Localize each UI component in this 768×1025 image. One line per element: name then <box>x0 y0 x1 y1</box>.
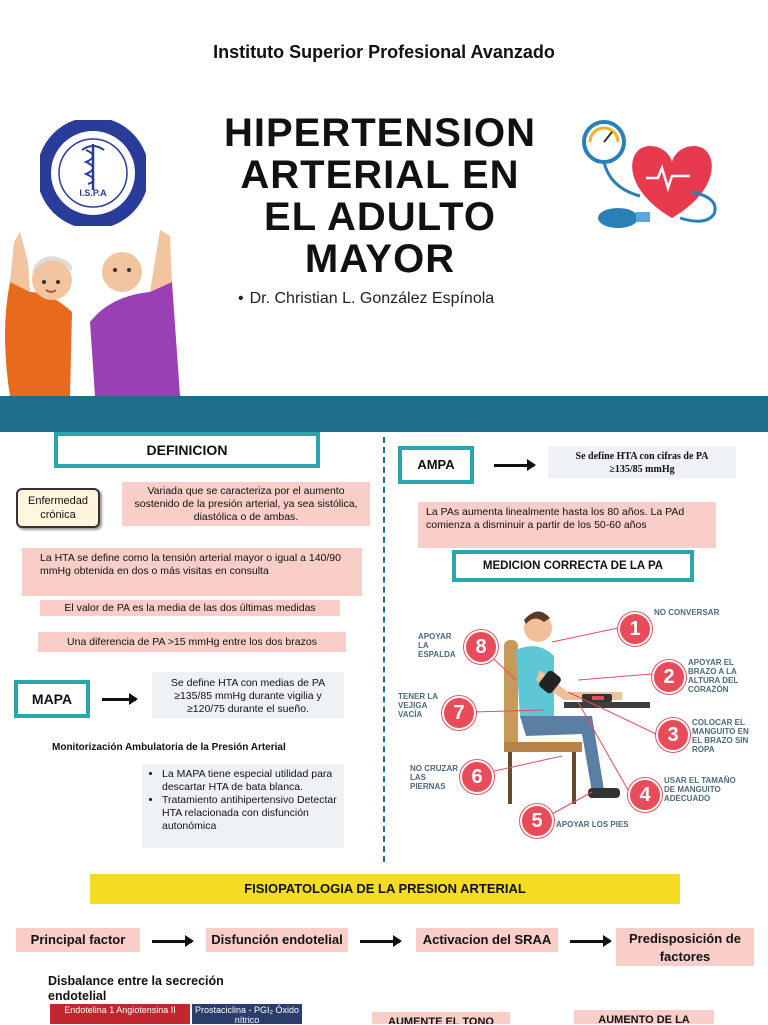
aumento-tono-box: AUMENTE EL TONO <box>372 1012 510 1024</box>
list-item: • Tratamiento antihipertensivo Detectar HTA relacionada con disfunción autonómica <box>162 794 338 833</box>
title-line: ARTERIAL EN <box>240 153 520 197</box>
ampa-definition: Se define HTA con cifras de PA ≥135/85 mmHg <box>548 446 736 478</box>
medicion-heading <box>452 550 694 582</box>
flow-step-3: Activacion del SRAA <box>416 928 558 952</box>
step-marker-4: 4 <box>628 778 662 812</box>
diferencia-pa-note: Una diferencia de PA >15 mmHg entre los dos brazos <box>38 632 346 652</box>
step-marker-1: 1 <box>618 612 652 646</box>
heart-pressure-gauge-icon <box>580 118 725 236</box>
step-marker-8: 8 <box>464 630 498 664</box>
mapa-definition: Se define HTA con medias de PA ≥135/85 mmHg durante vigilia y ≥120/75 durante el sueño. <box>152 672 344 718</box>
hta-definition: La HTA se define como la tensión arterial mayor o igual a 140/90 mmHg obtenida en dos o más visitas en consulta <box>22 548 362 596</box>
arrow-right-icon <box>102 698 136 701</box>
medicion-title: MEDICION CORRECTA DE LA PA <box>482 560 664 572</box>
mapa-bullet-box <box>142 764 344 848</box>
step-label-4: USAR EL TAMAÑO DE MANGUITO ADECUADO <box>664 776 736 803</box>
step-label-1: NO CONVERSAR <box>654 608 720 617</box>
step-marker-3: 3 <box>656 718 690 752</box>
step-label-2: APOYAR EL BRAZO A LA ALTURA DEL CORAZÓN <box>688 658 739 694</box>
step-label-3: COLOCAR EL MANGUITO EN EL BRAZO SIN ROPA <box>692 718 749 754</box>
logo-acronym: I.S.P.A <box>79 188 107 198</box>
ampa-label-box <box>398 446 474 484</box>
definicion-heading <box>54 432 320 468</box>
flow-step-4: Predisposición de factores <box>616 928 754 966</box>
list-item: • La MAPA tiene especial utilidad para descartar HTA de bata blanca. <box>162 768 338 794</box>
ampa-label: AMPA <box>417 457 455 472</box>
valor-pa-note: El valor de PA es la media de las dos últimas medidas <box>40 600 340 616</box>
enfermedad-description: Variada que se caracteriza por el aumento sostenido de la presión arterial, ya sea sistólica, diastólica o de ambas. <box>122 482 370 526</box>
step-marker-2: 2 <box>652 660 686 694</box>
arrow-right-icon <box>494 464 534 467</box>
flow-step-2: Disfunción endotelial <box>206 928 348 952</box>
flow-step-1: Principal factor <box>16 928 140 952</box>
step-label-7: TENER LA VEJIGA VACÍA <box>398 692 438 719</box>
endotelina-box: Endotelina 1 Angiotensina II <box>50 1004 190 1024</box>
title-line: MAYOR <box>304 237 456 281</box>
aumento-box: AUMENTO DE LA <box>574 1010 714 1024</box>
arrow-right-icon <box>570 940 610 943</box>
title-line: EL ADULTO <box>264 195 496 239</box>
definicion-title: DEFINICION <box>146 442 228 458</box>
mapa-subtitle: Monitorización Ambulatoria de la Presión Arterial <box>52 742 286 753</box>
fisiopatologia-heading: FISIOPATOLOGIA DE LA PRESION ARTERIAL <box>90 874 680 904</box>
step-marker-5: 5 <box>520 804 554 838</box>
column-divider <box>383 437 385 862</box>
institute-name: Instituto Superior Profesional Avanzado <box>213 42 555 62</box>
step-marker-6: 6 <box>460 760 494 794</box>
elderly-couple-illustration <box>0 222 185 396</box>
bp-measurement-illustration <box>392 600 768 850</box>
enfermedad-label: Enfermedad crónica <box>28 495 88 521</box>
arrow-right-icon <box>360 940 400 943</box>
mapa-label-box <box>14 680 90 718</box>
mapa-label: MAPA <box>31 691 73 707</box>
step-label-8: APOYAR LA ESPALDA <box>418 632 456 659</box>
section-divider-bar <box>0 396 768 432</box>
title-line: HIPERTENSION <box>223 111 537 155</box>
bullet-icon: • <box>238 290 244 307</box>
author-name: Dr. Christian L. González Espínola <box>249 290 495 307</box>
step-label-5: APOYAR LOS PIES <box>556 820 629 829</box>
arrow-right-icon <box>152 940 192 943</box>
ispa-logo <box>40 120 146 226</box>
step-marker-7: 7 <box>442 696 476 730</box>
page-title <box>200 112 560 280</box>
enfermedad-cronica-badge <box>16 488 100 528</box>
pas-age-note: La PAs aumenta linealmente hasta los 80 años. La PAd comienza a disminuir a partir de los 50-60 años <box>418 502 716 548</box>
mapa-bullet-list <box>148 768 338 833</box>
prostaciclina-box: Prostaciclina - PGI₂ Óxido nítrico <box>192 1004 302 1024</box>
step-label-6: NO CRUZAR LAS PIERNAS <box>410 764 458 791</box>
disbalance-label: Disbalance entre la secreción endotelial <box>48 974 224 1003</box>
author-line <box>238 290 494 308</box>
